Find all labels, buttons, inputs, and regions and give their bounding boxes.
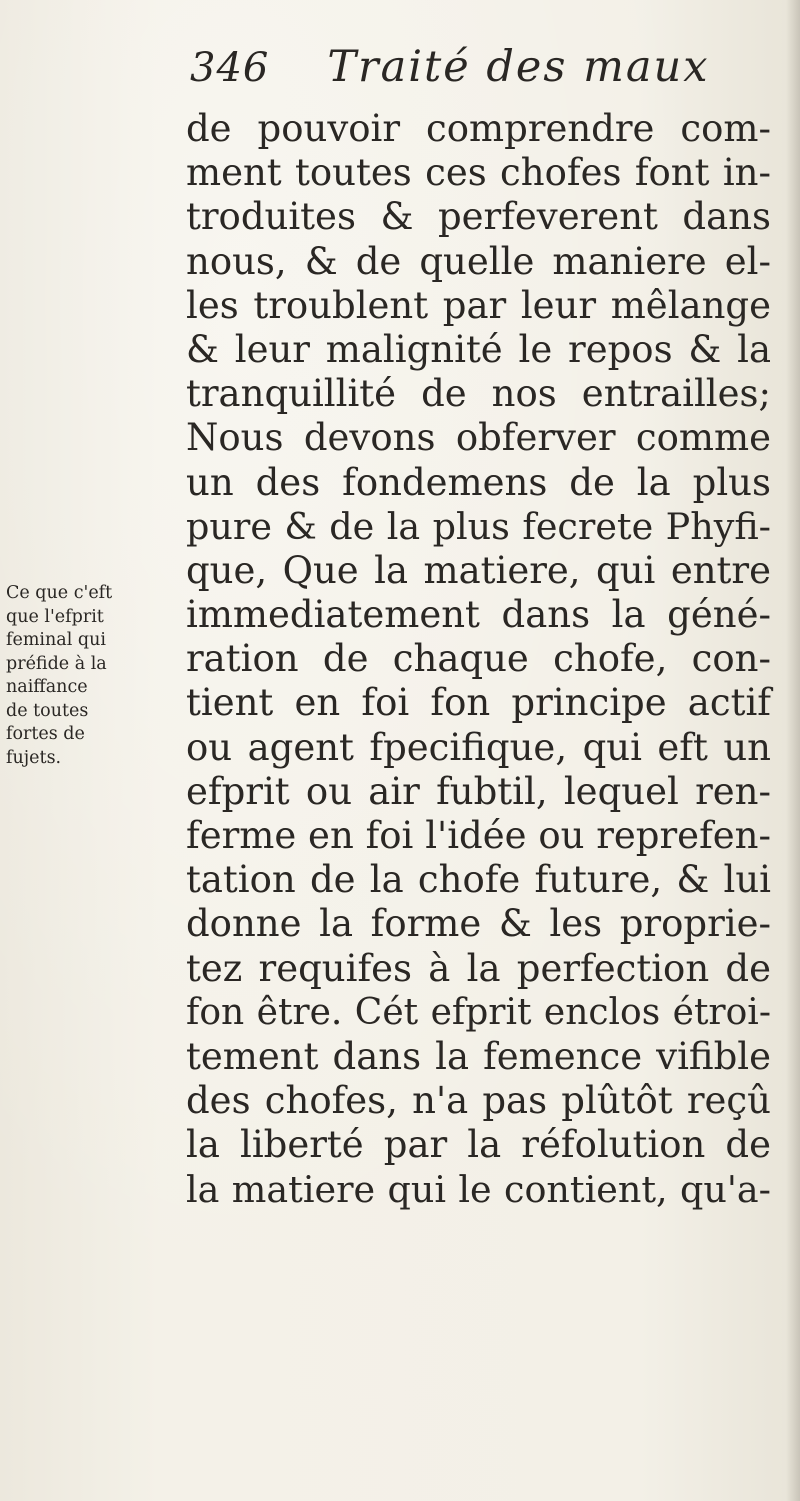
- text-line: tient en foi fon principe actif: [186, 681, 771, 725]
- running-head: [190, 42, 709, 102]
- text-line: un des fondemens de la plus: [186, 460, 771, 504]
- text-line: nous, & de quelle maniere el-: [186, 239, 771, 283]
- text-line: Nous devons obferver comme: [186, 416, 771, 460]
- text-line: que, Que la matiere, qui entre: [186, 548, 771, 592]
- marginal-note-line: fortes de: [6, 724, 85, 744]
- text-line: tez requifes à la perfection de: [186, 946, 771, 990]
- marginal-note-line: feminal qui: [6, 630, 106, 650]
- text-line: fon être. Cét efprit enclos étroi-: [186, 991, 771, 1033]
- text-line: ment toutes ces chofes font in-: [186, 151, 771, 195]
- marginal-note: [6, 582, 182, 770]
- text-line: tation de la chofe future, & lui: [186, 858, 771, 902]
- text-line: de pouvoir comprendre com-: [186, 107, 771, 150]
- page-edge-shadow: [786, 0, 800, 1501]
- marginal-note-line: de toutes: [6, 700, 89, 721]
- marginal-note-line: que l'efprit: [6, 606, 104, 627]
- text-line: les troublent par leur mêlange: [186, 283, 771, 327]
- text-line: la matiere qui le contient, qu'a-: [186, 1167, 771, 1211]
- text-line: & leur malignité le repos & la: [186, 327, 771, 371]
- text-line: efprit ou air fubtil, lequel ren-: [186, 769, 771, 813]
- text-line: tement dans la femence vifible: [186, 1034, 771, 1078]
- page-number: 346: [190, 45, 270, 91]
- text-line: donne la forme & les proprie-: [186, 902, 771, 946]
- body-text: [186, 107, 771, 1212]
- text-line: la liberté par la réfolution de: [186, 1123, 771, 1167]
- text-line: des chofes, n'a pas plûtôt reçû: [186, 1079, 771, 1123]
- text-line: pure & de la plus fecrete Phyfi-: [186, 504, 771, 548]
- text-line: ou agent fpecifique, qui eft un: [186, 725, 771, 769]
- text-line: ration de chaque chofe, con-: [186, 637, 771, 681]
- text-line: immediatement dans la géné-: [186, 593, 771, 637]
- marginal-note-line: préfide à la: [6, 653, 107, 674]
- running-title: Traité des maux: [327, 42, 710, 92]
- text-line: ferme en foi l'idée ou reprefen-: [186, 814, 771, 857]
- text-line: troduites & perfeverent dans: [186, 195, 771, 239]
- marginal-note-line: naiffance: [6, 677, 88, 697]
- marginal-note-line: fujets.: [6, 747, 62, 768]
- text-line: tranquillité de nos entrailles;: [186, 372, 771, 416]
- marginal-note-line: Ce que c'eft: [6, 583, 113, 603]
